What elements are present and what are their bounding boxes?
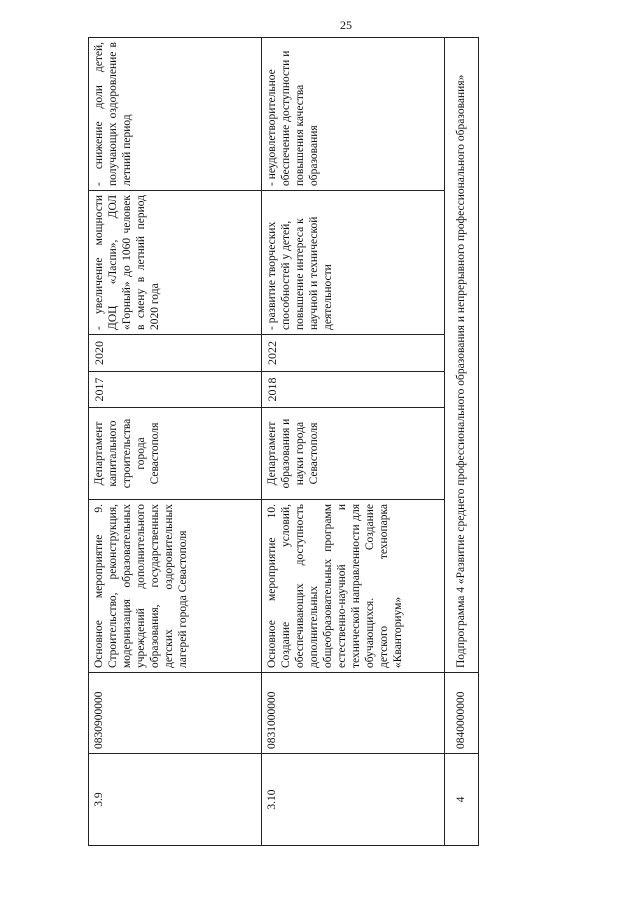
row-number: 3.10: [262, 754, 445, 846]
activity-cell: Основное мероприятие 10. Создание условий, обеспечивающих доступность дополнительных общеобразовательных программ естественно-научной и технической направленности для обучающихся. Создание детского технопарка «Кванториум»: [262, 500, 445, 673]
risk-cell: - снижение доли детей, получающих оздоровление в летний период: [89, 38, 262, 191]
budget-code: 0831000000: [262, 673, 445, 754]
year-end: 2022: [262, 335, 445, 372]
risk-cell: - неудовлетворительное обеспечение доступности и повышения качества образования: [262, 38, 445, 191]
year-start: 2017: [89, 372, 262, 408]
result-cell: - развитие творческих способностей у детей, повышение интереса к научной и технической деятельности: [262, 191, 445, 335]
table-row: [262, 38, 445, 846]
subprogram-code: 0840000000: [445, 673, 479, 754]
subprogram-row: [445, 38, 479, 846]
year-end: 2020: [89, 335, 262, 372]
activity-cell: Основное мероприятие 9. Строительство, реконструкция, модернизация образовательных учреждений дополнительного образования, государственных детских оздоровительных лагерей города Севастополя: [89, 500, 262, 673]
program-table: [88, 37, 479, 846]
executor-cell: Департамент капитального строительства города Севастополя: [89, 408, 262, 500]
result-cell: - увеличение мощности ДОЦ «Ласпи», ДОЛ «Горный» до 1060 человек в смену в летний период 2020 года: [89, 191, 262, 335]
executor-cell: Департамент образования и науки города Севастополя: [262, 408, 445, 500]
table-row: [89, 38, 262, 846]
row-number: 3.9: [89, 754, 262, 846]
budget-code: 0830900000: [89, 673, 262, 754]
subprogram-number: 4: [445, 754, 479, 846]
page-number: 25: [340, 18, 352, 32]
table-container: [88, 38, 478, 846]
subprogram-title: Подпрограмма 4 «Развитие среднего профессионального образования и непрерывного профессионального образования»: [445, 38, 479, 673]
year-start: 2018: [262, 372, 445, 408]
